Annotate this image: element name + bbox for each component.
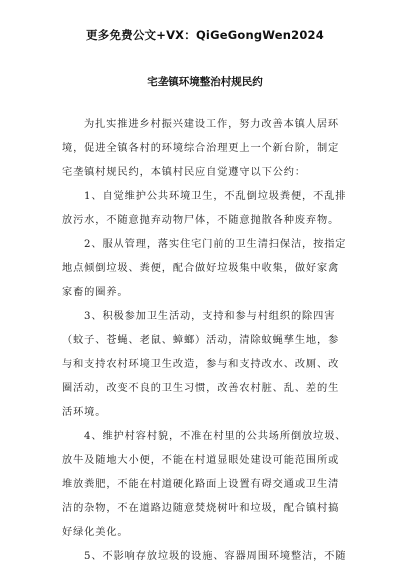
promo-header: 更多免费公文+VX：QiGeGongWen2024: [86, 28, 324, 42]
rule-5-line-1: 5、不影响存放垃圾的设施、容器周围环境整洁，不随: [84, 551, 347, 562]
body-line-3: 宅垄镇村规民约，本镇村民应自觉遵守以下公约：: [62, 167, 306, 178]
body-line-2: 境，促进全镇各村的环境综合治理更上一个新台阶，制定: [62, 143, 340, 154]
rule-4-line-1: 4、维护村容村貌，不准在村里的公共场所倒放垃圾、: [84, 431, 347, 442]
rule-3-line-1: 3、积极参加卫生活动，支持和参与村组织的除四害: [84, 311, 336, 322]
rule-3-line-4: 圈活动，改变不良的卫生习惯，改善农村脏、乱、差的生: [62, 383, 340, 394]
rule-1-line-1: 1、自觉维护公共环境卫生，不乱倒垃圾粪便，不乱排: [84, 191, 347, 202]
rule-1-line-2: 放污水，不随意抛弃动物尸体，不随意抛散各种废弃物。: [62, 215, 340, 226]
rule-2-line-2: 地点倾倒垃圾、粪便，配合做好垃圾集中收集，做好家禽: [62, 263, 340, 274]
rule-4-line-2: 放牛及随地大小便，不能在村道显眼处建设可能范围所或: [62, 455, 340, 466]
document-title: 宅垄镇环境整治村规民约: [147, 76, 263, 88]
rule-3-line-5: 活环境。: [62, 407, 107, 418]
rule-4-line-4: 洁的杂物，不在道路边随意焚烧树叶和垃圾，配合镇村搞: [62, 503, 340, 514]
rule-4-line-3: 堆放粪肥，不能在村道硬化路面上设置有碍交通或卫生清: [62, 479, 340, 490]
rule-3-line-3: 与和支持农村环境卫生改造，参与和支持改水、改厕、改: [62, 359, 340, 370]
body-line-1: 为扎实推进乡村振兴建设工作，努力改善本镇人居环: [84, 119, 340, 130]
rule-3-line-2: （蚊子、苍蝇、老鼠、蟑螂）活动，清除蚊蝇孳生地，参: [62, 335, 340, 346]
rule-4-line-5: 好绿化美化。: [62, 527, 129, 538]
rule-2-line-3: 家畜的圈养。: [62, 287, 129, 298]
rule-2-line-1: 2、服从管理，落实住宅门前的卫生清扫保洁，按指定: [84, 239, 347, 250]
